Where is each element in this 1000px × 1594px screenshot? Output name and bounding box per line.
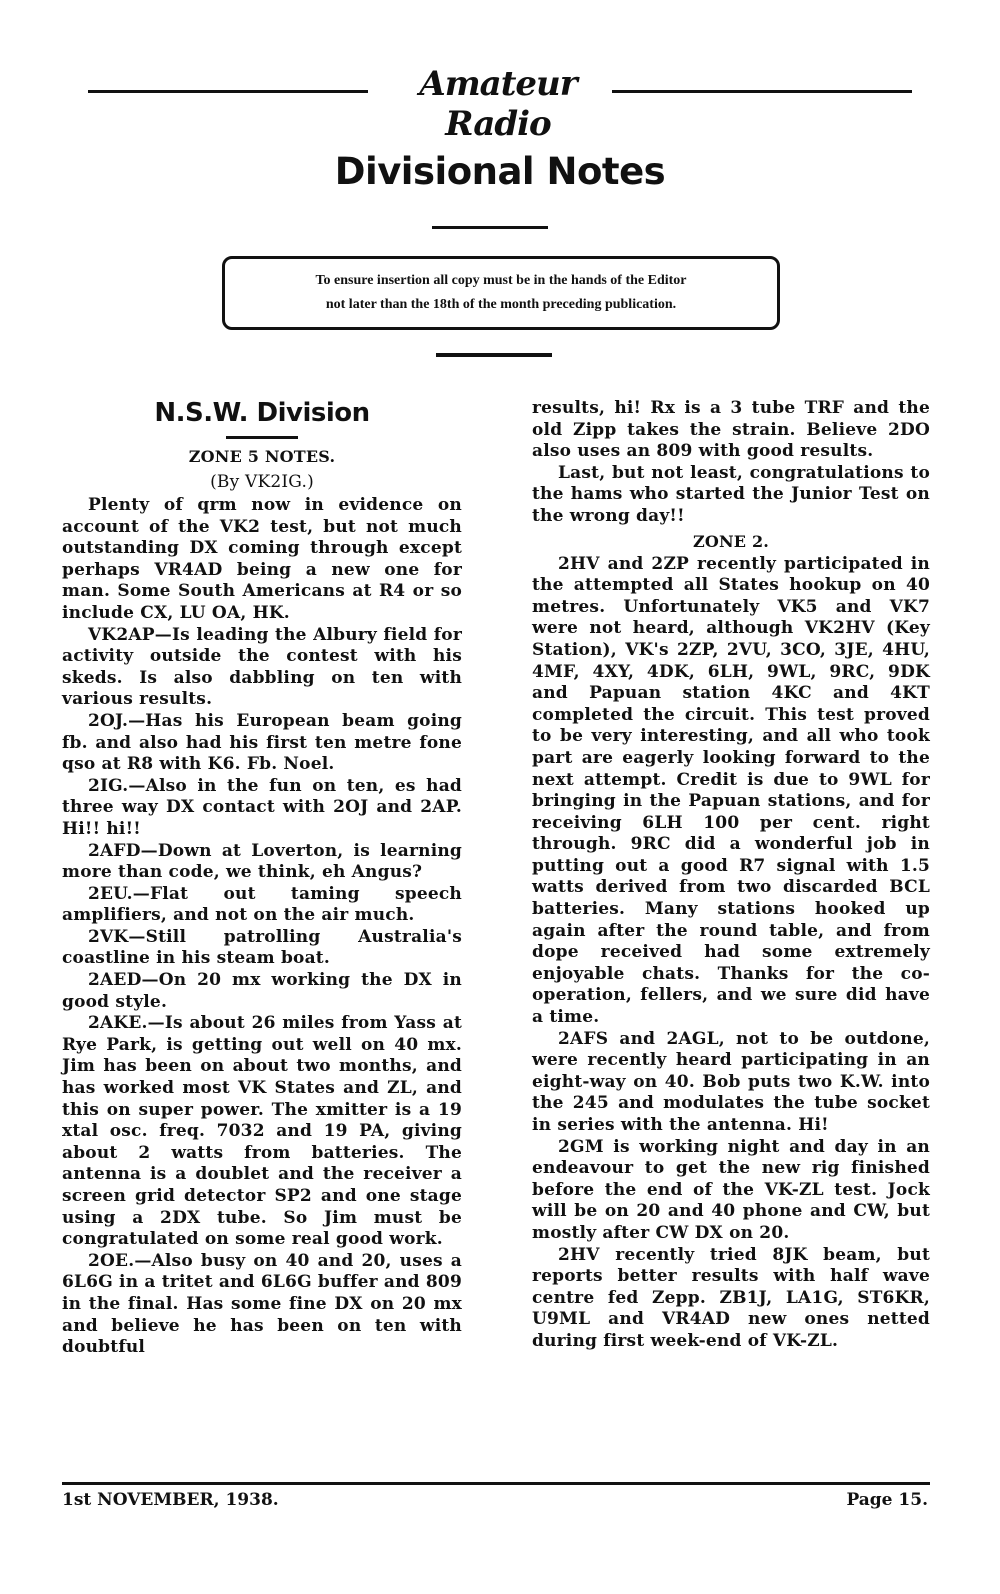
right-closing: Last, but not least, congratulations to the hams who started the Junior Test on the wrong day!! bbox=[532, 462, 930, 526]
editor-notice-box bbox=[222, 256, 780, 330]
page-title: Divisional Notes bbox=[334, 150, 666, 193]
division-rule bbox=[226, 436, 298, 439]
notice-line-1: To ensure insertion all copy must be in the hands of the Editor bbox=[315, 273, 687, 288]
left-column bbox=[62, 398, 462, 1359]
notice-line-2: not later than the 18th of the month preceding publication. bbox=[325, 297, 677, 312]
left-paragraph: 2AFD—Down at Loverton, is learning more than code, we think, eh Angus? bbox=[62, 840, 462, 883]
right-paragraph: 2HV recently tried 8JK beam, but reports better results with half wave centre fed Zepp. ZB1J, LA1G, ST6KR, U9ML and VR4AD new ones netted during first week-end of VK-ZL. bbox=[532, 1244, 930, 1351]
left-paragraph: 2EU.—Flat out taming speech amplifiers, and not on the air much. bbox=[62, 883, 462, 926]
zone2-heading: ZONE 2. bbox=[692, 531, 770, 551]
masthead-rule-left bbox=[88, 90, 368, 93]
left-paragraph: 2OJ.—Has his European beam going fb. and also had his first ten metre fone qso at R8 with K6. Fb. Noel. bbox=[62, 710, 462, 775]
right-paragraph: 2HV and 2ZP recently participated in the attempted all States hookup on 40 metres. Unfortunately VK5 and VK7 were not heard, although VK2HV (Key Station), VK's 2ZP, 2VU, 3CO, 3JE, 4HU, 4MF, 4XY, 4DK, 6LH, 9WL, 9RC, 9DK and Papuan station 4KC and 4KT completed the circuit. This test proved to be very interesting, and all who took part are eagerly looking forward to the next attempt. Credit is due to 9WL for bringing in the Papuan stations, and for receiving 6LH 100 per cent. right through. 9RC did a wonderful job in putting out a good R7 signal with 1.5 watts derived from two discarded BCL batteries. Many stations hooked up again after the round table, and from dope received had some extremely enjoyable chats. Thanks for the co-operation, fellers, and we sure did have a time. bbox=[532, 553, 930, 1028]
left-paragraph: VK2AP—Is leading the Albury field for activity outside the contest with his skeds. Is also dabbling on ten with various results. bbox=[62, 624, 462, 710]
right-paragraph: 2GM is working night and day in an endeavour to get the new rig finished before the end of the VK-ZL test. Jock will be on 20 and 40 phone and CW, but mostly after CW DX on 20. bbox=[532, 1136, 930, 1243]
right-continuation: results, hi! Rx is a 3 tube TRF and the old Zipp takes the strain. Believe 2DO also uses an 809 with good results. bbox=[532, 398, 930, 462]
footer-date: 1st NOVEMBER, 1938. bbox=[62, 1490, 279, 1510]
masthead-logo: Amateur Radio bbox=[419, 64, 577, 144]
title-rule bbox=[432, 226, 548, 229]
left-paragraph: 2IG.—Also in the fun on ten, es had three way DX contact with 2OJ and 2AP. Hi!! hi!! bbox=[62, 775, 462, 839]
footer-page-number: Page 15. bbox=[846, 1490, 928, 1510]
left-paragraph: Plenty of qrm now in evidence on account of the VK2 test, but not much outstanding DX coming through except perhaps VR4AD being a new one for man. Some South Americans at R4 or so include CX, LU OA, HK. bbox=[62, 495, 462, 623]
division-heading: N.S.W. Division bbox=[154, 398, 370, 428]
notice-rule bbox=[436, 353, 552, 357]
masthead bbox=[88, 60, 912, 144]
masthead-rule-right bbox=[612, 90, 912, 93]
byline: (By VK2IG.) bbox=[210, 472, 314, 492]
left-paragraph: 2VK—Still patrolling Australia's coastline in his steam boat. bbox=[62, 926, 462, 969]
left-paragraph: 2OE.—Also busy on 40 and 20, uses a 6L6G in a tritet and 6L6G buffer and 809 in the final. Has some fine DX on 20 mx and believe he has been on ten with doubtful bbox=[62, 1250, 462, 1358]
left-paragraph: 2AKE.—Is about 26 miles from Yass at Rye Park, is getting out well on 40 mx. Jim has been on about two months, and has worked most VK States and ZL, and this on super power. The xmitter is a 19 xtal osc. freq. 7032 and 19 PA, giving about 2 watts from batteries. The antenna is a doublet and the receiver a screen grid detector SP2 and one stage using a 2DX tube. So Jim must be congratulated on some real good work. bbox=[62, 1013, 462, 1250]
zone5-heading: ZONE 5 NOTES. bbox=[188, 447, 336, 466]
left-paragraph: 2AED—On 20 mx working the DX in good style. bbox=[62, 970, 462, 1012]
right-paragraph: 2AFS and 2AGL, not to be outdone, were recently heard participating in an eight-way on 40. Bob puts two K.W. into the 245 and modulates the tube socket in series with the antenna. Hi! bbox=[532, 1028, 930, 1135]
right-column bbox=[532, 398, 930, 1353]
footer-rule bbox=[62, 1482, 930, 1485]
